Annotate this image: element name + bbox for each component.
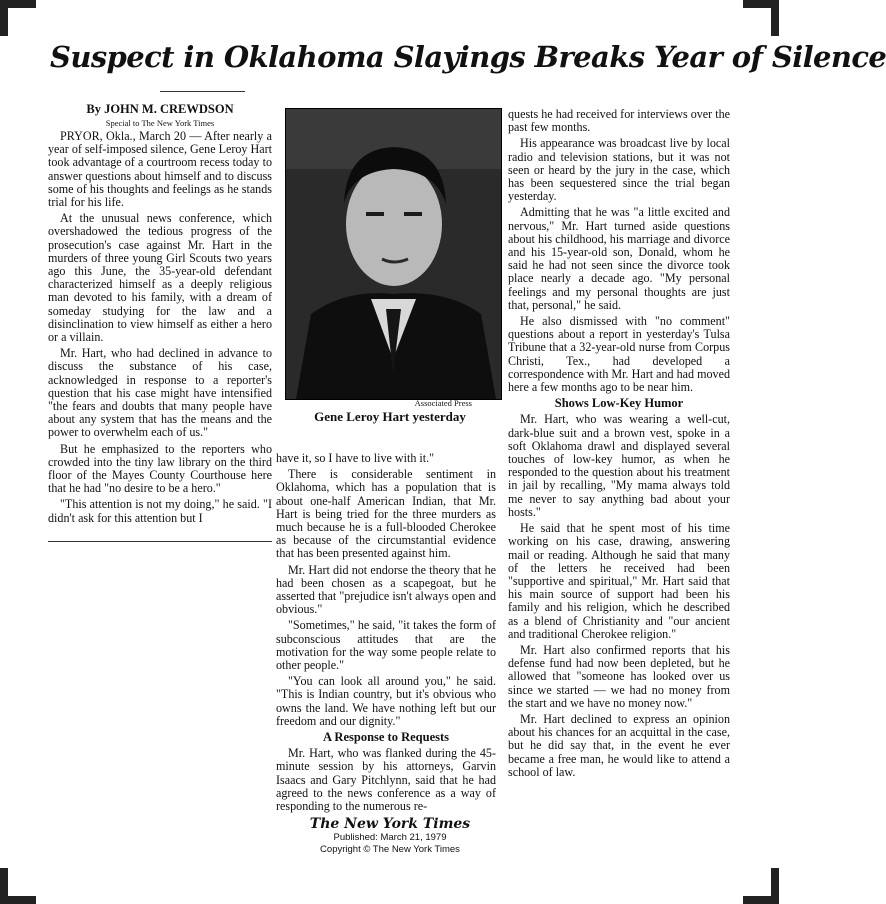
paragraph: "You can look all around you," he said. "This is Indian country, but it's obvious who owns the land. We have nothing left but our freedom and our dignity." [276,674,496,728]
paragraph: He said that he spent most of his time working on his case, drawing, answering mail or reading. Although he said that many of the letters he received had been "supportive and spiritual," Mr. Hart said that his main source of support had been his family and his religion, which he described as a blend of Christianity and "our ancient and traditional Cherokee religion." [508,521,730,641]
paragraph: But he emphasized to the reporters who crowded into the tiny law library on the third floor of the Mayes County Courthouse here that he had "no desire to be a hero." [48,441,272,496]
article-column-3 [508,108,730,782]
photo-caption: Gene Leroy Hart yesterday [314,409,466,424]
byline: By JOHN M. CREWDSON [86,102,234,116]
subhead: A Response to Requests [322,730,450,745]
corner-top-left [0,0,36,36]
photo-credit: Associated Press [414,398,472,408]
paragraph: There is considerable sentiment in Oklahoma, which has a population that is about one-half American Indian, that Mr. Hart is being tried for the three murders as much because he is a full-blooded Cherokee as because of the circumstantial evidence that has been presented against him. [276,467,496,561]
paragraph: PRYOR, Okla., March 20 — After nearly a year of self-imposed silence, Gene Leroy Hart took advantage of a courtroom recess today to answer questions about himself and to discuss some of his thoughts and feelings as he stands trial for his life. [48,129,272,210]
dateline-source: Special to The New York Times [105,118,215,128]
paragraph: Mr. Hart, who had declined in advance to discuss the substance of his case, acknowledged in response to a reporter's question that his case might have intensified "the fears and doubts that many people have about any system that has the means and the power to overwhelm each of us." [48,346,272,440]
paragraph: quests he had received for interviews over the past few months. [508,107,730,135]
photo-gene-leroy-hart [285,108,502,400]
corner-top-right [743,0,779,36]
corner-bottom-left [0,868,36,904]
paragraph: Mr. Hart, who was flanked during the 45-minute session by his attorneys, Garvin Isaacs and Gary Pitchlynn, said that he had agreed to the news conference as a way of responding to the numerous re- [276,746,496,814]
subhead: Shows Low-Key Humor [554,396,684,411]
headline-rule [160,91,245,92]
paragraph: Mr. Hart did not endorse the theory that he had been chosen as a scapegoat, but he asserted that "prejudice isn't always open and obvious." [276,562,496,617]
paragraph: At the unusual news conference, which overshadowed the tedious progress of the prosecution's case against Mr. Hart in the murders of three young Girl Scouts two years ago this June, the 35-year-old defendant characterized himself as a deeply religious man devoted to his family, with a dream of someday studying for the law and a disinclination to view himself as either a hero or a villain. [48,211,272,345]
paragraph: Mr. Hart, who was wearing a well-cut, dark-blue suit and a brown vest, spoke in a soft Oklahoma drawl and displayed several touches of low-key humor, as when he responded to the question about his treatment in jail by recalling, "My mama always told me never to say anything bad about your hosts." [508,412,730,519]
paragraph: Mr. Hart declined to express an opinion about his chances for an acquittal in the case, but he did say that, in the event he ever became a free man, he would like to attend a school of law. [508,711,730,779]
paragraph: He also dismissed with "no comment" questions about a report in yesterday's Tulsa Tribune that a 32-year-old nurse from Corpus Christi, Tex., had developed a correspondence with Mr. Hart and had moved here a few months ago to be near him. [508,314,730,395]
paragraph: His appearance was broadcast live by local radio and television stations, but it was not seen or heard by the jury in the case, which has been sequestered since the trial began yesterday. [508,136,730,204]
copyright: Copyright © The New York Times [320,844,460,855]
nyt-logo: The New York Times [309,816,471,832]
column-rule [48,541,272,542]
paragraph: "Sometimes," he said, "it takes the form of subconscious attitudes that are the motivation for the way some people relate to other people." [276,618,496,673]
footer [280,816,500,856]
headline: Suspect in Oklahoma Slayings Breaks Year of Silence [50,40,886,74]
article-column-1 [48,130,272,528]
paragraph: Admitting that he was "a little excited and nervous," Mr. Hart turned aside questions about his childhood, his marriage and divorce and his 15-year-old son, Donald, whom he said he had not seen since the divorce took place nearly a decade ago. "My personal feelings and my personal thoughts are just that, personal," he said. [508,205,730,312]
paragraph: "This attention is not my doing," he said. "I didn't ask for this attention but I [48,497,272,525]
paragraph: have it, so I have to live with it." [276,451,435,465]
paragraph: Mr. Hart also confirmed reports that his defense fund had now been depleted, but he allowed that "someone has looked over us since we started — we had no money from the start and we have no money now." [508,642,730,710]
corner-bottom-right [743,868,779,904]
article-column-2 [276,452,496,816]
portrait-image [286,109,501,399]
published-date: Published: March 21, 1979 [333,832,447,843]
